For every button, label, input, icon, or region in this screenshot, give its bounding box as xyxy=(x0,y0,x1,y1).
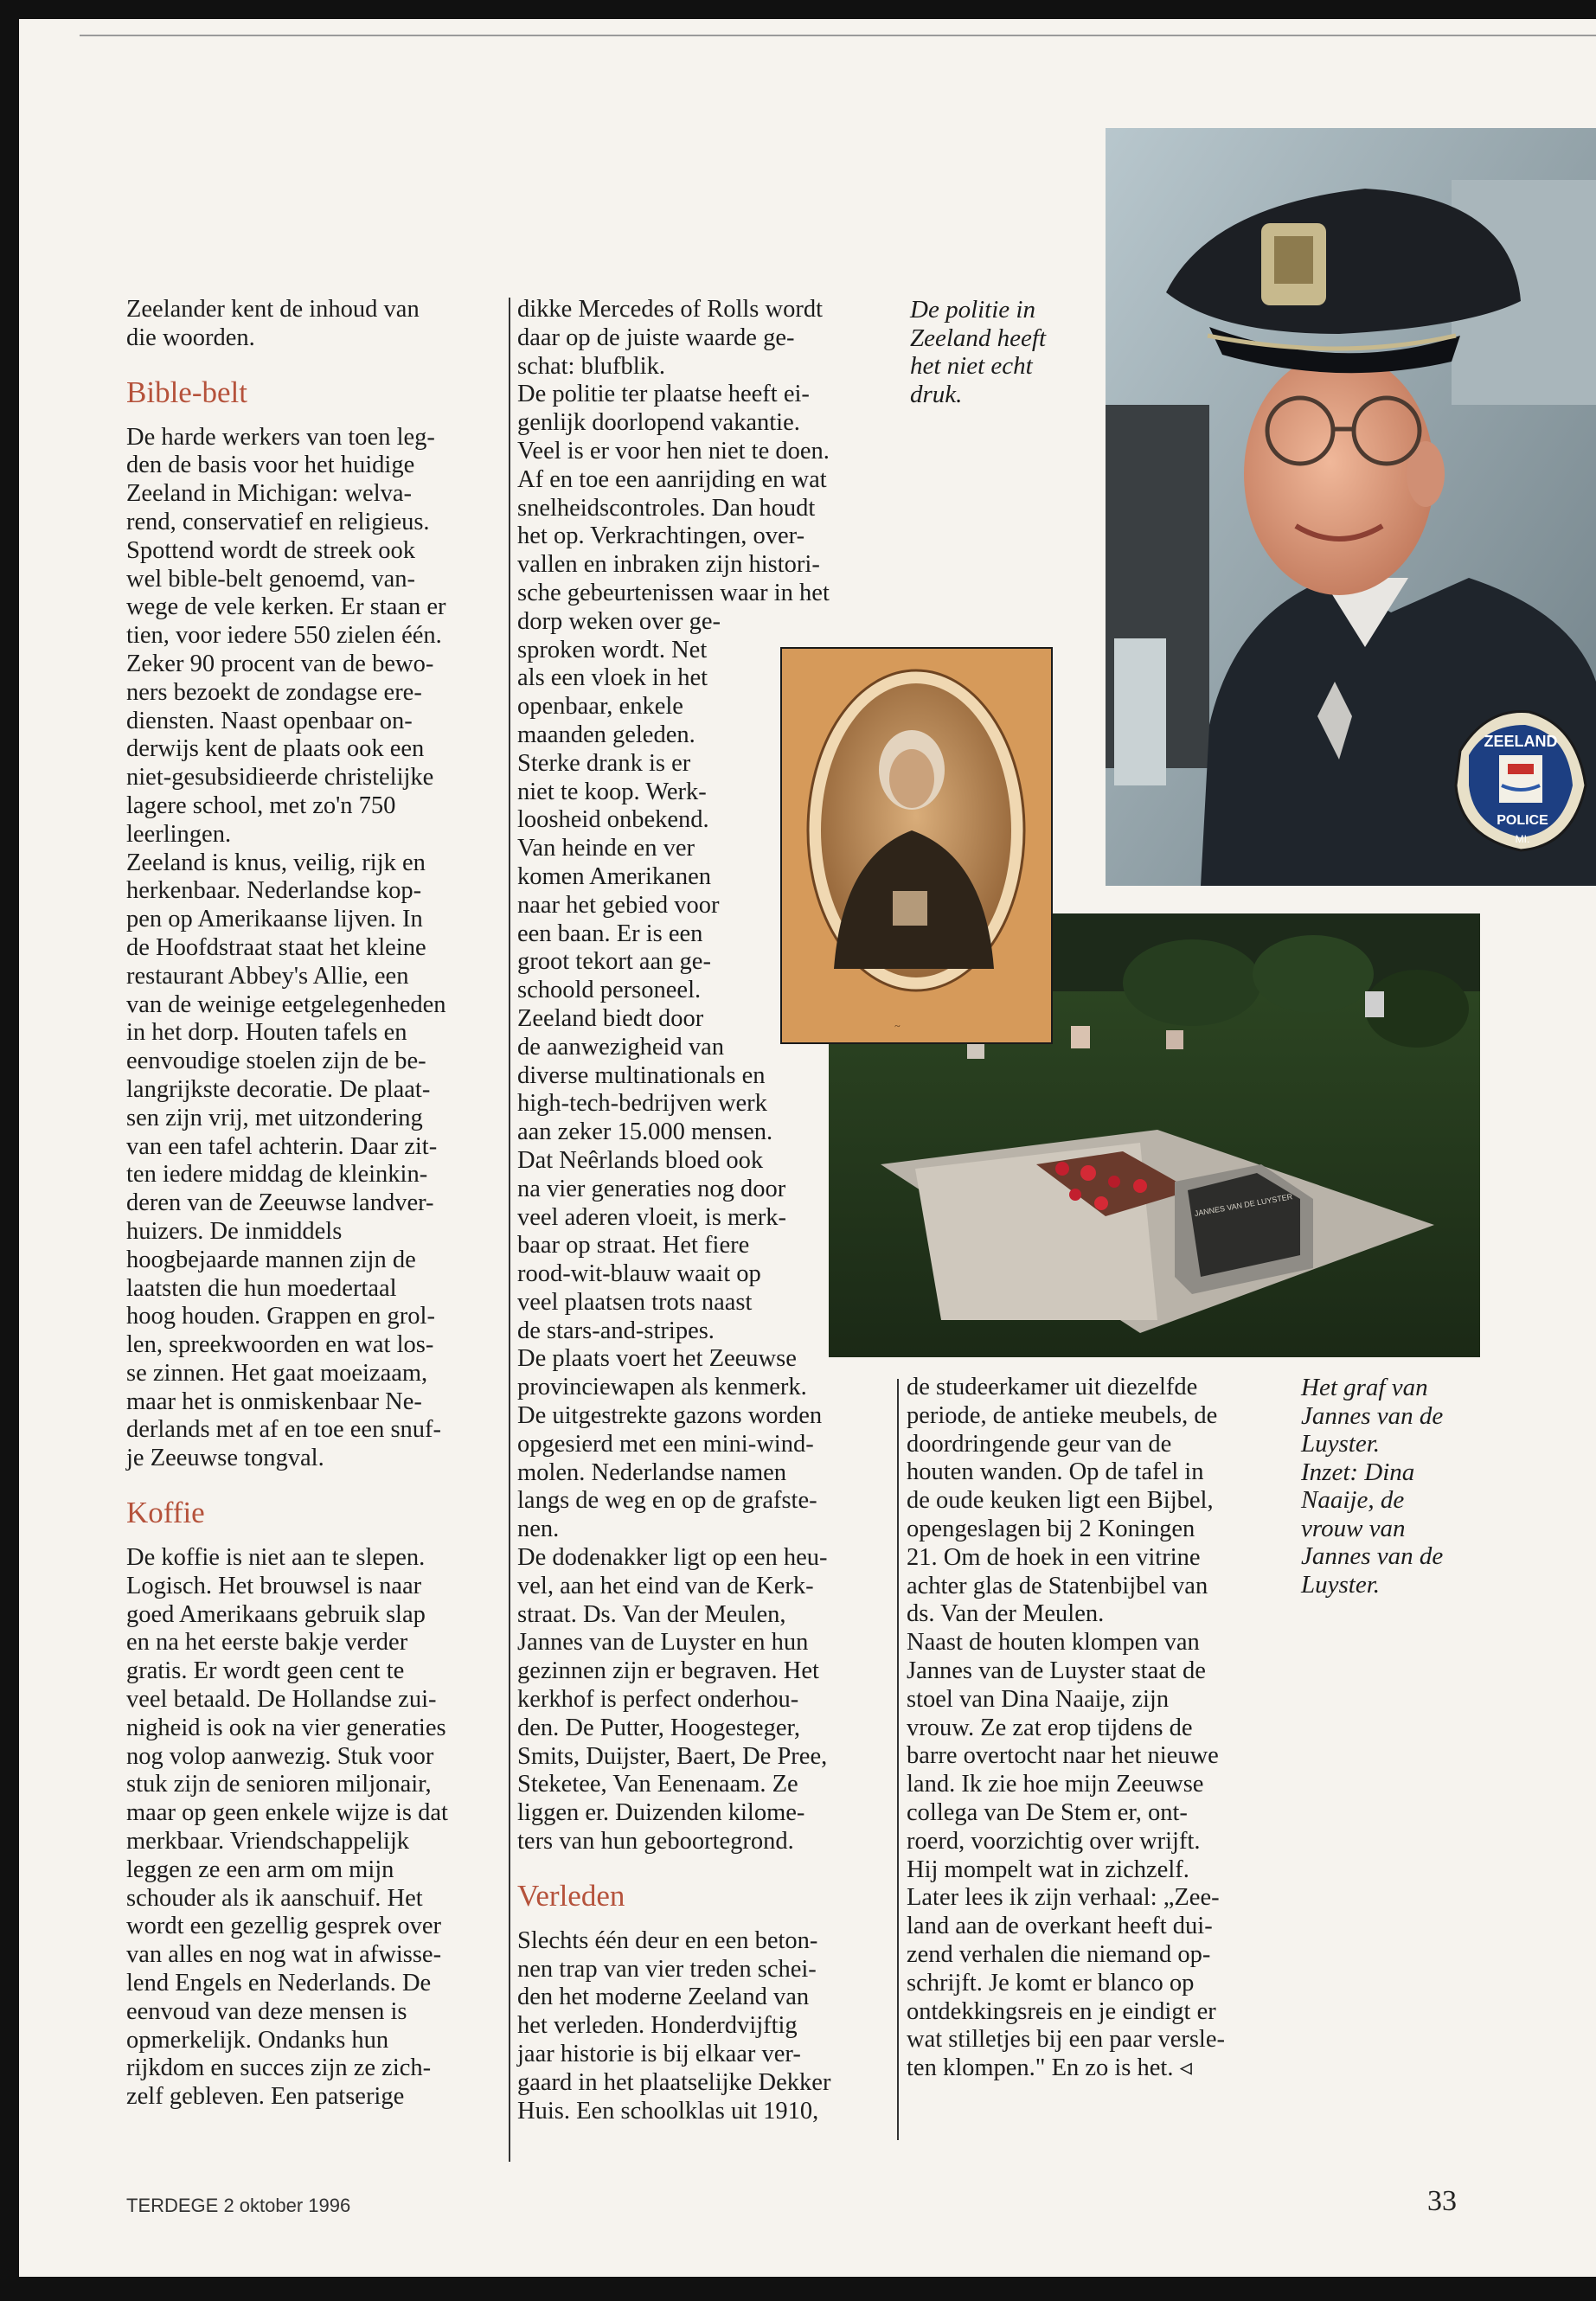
text-line: niet-gesubsidieerde christelijke xyxy=(126,764,434,792)
text-line: land aan de overkant heeft dui- xyxy=(907,1913,1213,1940)
text-line: zelf gebleven. Een patserige xyxy=(126,2083,405,2111)
text-line: straat. Ds. Van der Meulen, xyxy=(517,1600,786,1628)
text-line: Jannes van de Luyster en hun xyxy=(517,1629,809,1657)
text-line: De plaats voert het Zeeuwse xyxy=(517,1345,797,1373)
text-line: diensten. Naast openbaar on- xyxy=(126,707,413,734)
text-line: ners bezoekt de zondagse ere- xyxy=(126,678,422,706)
text-line: ds. Van der Meulen. xyxy=(907,1600,1105,1628)
text-line: het op. Verkrachtingen, over- xyxy=(517,522,805,550)
text-line: langs de weg en op de grafste- xyxy=(517,1487,817,1515)
text-line: Jannes van de Luyster staat de xyxy=(907,1657,1206,1684)
text-line: vrouw. Ze zat erop tijdens de xyxy=(907,1714,1193,1741)
police-officer-illustration xyxy=(1106,128,1596,886)
text-line: Later lees ik zijn verhaal: „Zee- xyxy=(907,1884,1220,1912)
text-line: De politie ter plaatse heeft ei- xyxy=(517,381,810,408)
text-line: veel aderen vloeit, is merk- xyxy=(517,1203,786,1231)
text-line: de aanwezigheid van xyxy=(517,1033,724,1061)
text-line: De dodenakker ligt op een heu- xyxy=(517,1544,828,1572)
text-line: tien, voor iedere 550 zielen één. xyxy=(126,622,442,650)
text-line: merkbaar. Vriendschappelijk xyxy=(126,1828,409,1856)
text-line: schouder als ik aanschuif. Het xyxy=(126,1884,423,1912)
text-line: den. De Putter, Hoogesteger, xyxy=(517,1714,800,1741)
text-line: de stars-and-stripes. xyxy=(517,1317,715,1344)
text-line: Naast de houten klompen van xyxy=(907,1629,1200,1657)
text-line: de studeerkamer uit diezelfde xyxy=(907,1374,1198,1400)
text-line: loosheid onbekend. xyxy=(517,806,709,834)
text-line: ten klompen." En zo is het. ◃ xyxy=(907,2054,1192,2082)
text-line: Hij mompelt wat in zichzelf. xyxy=(907,1856,1189,1883)
text-line: Sterke drank is er xyxy=(517,749,691,777)
text-line: periode, de antieke meubels, de xyxy=(907,1401,1218,1429)
text-line: sproken wordt. Net xyxy=(517,636,708,663)
text-line: roerd, voorzichtig over wrijft. xyxy=(907,1827,1201,1855)
text-line: maar het is onmiskenbaar Ne- xyxy=(126,1388,422,1415)
article-column-1 xyxy=(126,296,498,2112)
text-line: veel betaald. De Hollandse zui- xyxy=(126,1686,437,1714)
text-line: ten iedere middag de kleinkin- xyxy=(126,1161,428,1189)
text-line: openbaar, enkele xyxy=(517,693,683,721)
text-line: diverse multinationals en xyxy=(517,1061,766,1089)
text-line: nen. xyxy=(517,1516,560,1543)
text-line: eenvoud van deze mensen is xyxy=(126,1997,407,2025)
text-line: len, spreekwoorden en wat los- xyxy=(126,1331,434,1359)
photo-police-officer xyxy=(1106,128,1596,886)
text-line: maanden geleden. xyxy=(517,721,695,748)
text-line: leggen ze een arm om mijn xyxy=(126,1856,394,1883)
text-line: Zeeland in Michigan: welva- xyxy=(126,480,413,508)
text-line: Zeelander kent de inhoud van xyxy=(126,296,420,323)
text-line: van alles en nog wat in afwisse- xyxy=(126,1941,442,1969)
text-line: lend Engels en Nederlands. De xyxy=(126,1970,432,1997)
section-heading: Bible-belt xyxy=(126,375,247,409)
text-line: gezinnen zijn er begraven. Het xyxy=(517,1657,819,1685)
caption-line: vrouw van xyxy=(1301,1514,1406,1542)
text-line: die woorden. xyxy=(126,324,255,351)
text-line: Van heinde en ver xyxy=(517,835,695,862)
text-line: van een tafel achterin. Daar zit- xyxy=(126,1132,438,1160)
text-line: collega van De Stem er, ont- xyxy=(907,1798,1188,1826)
text-line: het verleden. Honderdvijftig xyxy=(517,2012,798,2040)
text-line: rend, conservatief en religieus. xyxy=(126,508,430,535)
text-line: schat: blufblik. xyxy=(517,352,665,380)
magazine-page xyxy=(19,19,1596,2277)
text-line: kerkhof is perfect onderhou- xyxy=(517,1686,799,1714)
caption-police xyxy=(910,296,1046,408)
text-line: Spottend wordt de streek ook xyxy=(126,536,416,564)
text-line: opmerkelijk. Ondanks hun xyxy=(126,2026,389,2054)
text-line: rijkdom en succes zijn ze zich- xyxy=(126,2054,432,2082)
caption-line: Jannes van de xyxy=(1301,1401,1444,1430)
text-line: rood-wit-blauw waait op xyxy=(517,1260,761,1288)
text-line: als een vloek in het xyxy=(517,664,708,692)
text-line: achter glas de Statenbijbel van xyxy=(907,1572,1208,1599)
text-line: Zeker 90 procent van de bewo- xyxy=(126,650,434,677)
text-line: laatsten die hun moedertaal xyxy=(126,1274,397,1302)
text-line: na vier generaties nog door xyxy=(517,1175,786,1202)
article-column-3 xyxy=(907,1374,1304,2083)
text-line: sen zijn vrij, met uitzondering xyxy=(126,1104,423,1131)
text-line: leerlingen. xyxy=(126,820,232,848)
text-line: opgesierd met een mini-wind- xyxy=(517,1430,814,1458)
text-line: dikke Mercedes of Rolls wordt xyxy=(517,296,824,323)
text-line: Steketee, Van Eenenaam. Ze xyxy=(517,1771,798,1798)
text-line: wege de vele kerken. Er staan er xyxy=(126,593,446,621)
text-line: genlijk doorlopend vakantie. xyxy=(517,409,800,437)
text-line: herkenbaar. Nederlandse kop- xyxy=(126,877,422,905)
text-line: en na het eerste bakje verder xyxy=(126,1629,408,1657)
top-rule xyxy=(80,35,1596,36)
text-line: pen op Amerikaanse lijven. In xyxy=(126,906,423,933)
text-line: land. Ik zie hoe mijn Zeeuwse xyxy=(907,1771,1204,1798)
text-line: groot tekort aan ge- xyxy=(517,948,711,976)
text-line: De uitgestrekte gazons worden xyxy=(517,1402,823,1430)
photo-inset-dina-naaije xyxy=(780,647,1053,1044)
text-line: sche gebeurtenissen waar in het xyxy=(517,579,830,606)
text-line: vallen en inbraken zijn histori- xyxy=(517,551,820,579)
text-line: ters van hun geboortegrond. xyxy=(517,1828,794,1856)
text-line: stoel van Dina Naaije, zijn xyxy=(907,1685,1170,1713)
text-line: baar op straat. Het fiere xyxy=(517,1232,750,1259)
column-divider-1 xyxy=(509,298,510,2162)
text-line: je Zeeuwse tongval. xyxy=(126,1445,324,1472)
caption-line: Luyster. xyxy=(1301,1430,1381,1458)
text-line: de Hoofdstraat staat het kleine xyxy=(126,933,426,961)
text-line: aan zeker 15.000 mensen. xyxy=(517,1118,773,1146)
headstone-inscription: JANNES VAN DE LUYSTER xyxy=(1194,1192,1293,1218)
text-line: Zeeland is knus, veilig, rijk en xyxy=(126,849,426,876)
badge-top-text: ZEELAND xyxy=(1484,733,1558,750)
text-line: Huis. Een schoolklas uit 1910, xyxy=(517,2097,819,2125)
caption-line: De politie in xyxy=(910,296,1035,324)
caption-grave xyxy=(1301,1374,1443,1599)
footer-publication: TERDEGE 2 oktober 1996 xyxy=(126,2195,351,2216)
text-line: nen trap van vier treden schei- xyxy=(517,1955,817,1983)
text-line: Af en toe een aanrijding en wat xyxy=(517,465,827,493)
caption-line: Naaije, de xyxy=(1301,1486,1405,1514)
caption-line: het niet echt xyxy=(910,352,1033,380)
text-line: nigheid is ook na vier generaties xyxy=(126,1714,446,1741)
page-number: 33 xyxy=(1427,2185,1457,2217)
text-line: huizers. De inmiddels xyxy=(126,1217,343,1245)
text-line: komen Amerikanen xyxy=(517,862,711,890)
text-line: wat stilletjes bij een paar versle- xyxy=(907,2026,1225,2054)
text-line: vel, aan het eind van de Kerk- xyxy=(517,1572,814,1599)
text-line: in het dorp. Houten tafels en xyxy=(126,1019,407,1047)
text-line: Logisch. Het brouwsel is naar xyxy=(126,1572,422,1599)
text-line: doordringende geur van de xyxy=(907,1430,1172,1458)
text-line: Dat Neêrlands bloed ook xyxy=(517,1146,764,1174)
caption-line: Inzet: Dina xyxy=(1301,1458,1415,1486)
text-line: nog volop aanwezig. Stuk voor xyxy=(126,1742,434,1770)
text-line: Zeeland biedt door xyxy=(517,1004,704,1032)
text-line: gaard in het plaatselijke Dekker xyxy=(517,2068,831,2096)
text-line: een baan. Er is een xyxy=(517,920,703,947)
text-line: stuk zijn de senioren miljonair, xyxy=(126,1771,432,1798)
text-line: niet te koop. Werk- xyxy=(517,778,707,805)
text-line: veel plaatsen trots naast xyxy=(517,1288,753,1316)
text-line: lagere school, met zo'n 750 xyxy=(126,792,396,819)
text-line: high-tech-bedrijven werk xyxy=(517,1090,767,1118)
text-line: schoold personeel. xyxy=(517,977,702,1004)
text-line: opengeslagen bij 2 Koningen xyxy=(907,1515,1195,1542)
text-line: van de weinige eetgelegenheden xyxy=(126,990,446,1018)
caption-line: Zeeland heeft xyxy=(910,324,1047,352)
text-line: Smits, Duijster, Baert, De Pree, xyxy=(517,1742,828,1770)
caption-line: druk. xyxy=(910,380,963,408)
section-heading: Verleden xyxy=(517,1878,625,1913)
text-line: schrijft. Je komt er blanco op xyxy=(907,1969,1195,1997)
text-line: dorp weken over ge- xyxy=(517,607,721,635)
text-line: den de basis voor het huidige xyxy=(126,452,415,479)
svg-text:~: ~ xyxy=(894,1020,901,1032)
text-line: Veel is er voor hen niet te doen. xyxy=(517,437,830,465)
text-line: ontdekkingsreis en je eindigt er xyxy=(907,1997,1216,2025)
text-line: De koffie is niet aan te slepen. xyxy=(126,1544,426,1572)
text-line: restaurant Abbey's Allie, een xyxy=(126,962,409,990)
caption-line: Het graf van xyxy=(1301,1374,1428,1401)
text-line: houten wanden. Op de tafel in xyxy=(907,1458,1204,1486)
text-line: derwijs kent de plaats ook een xyxy=(126,735,425,763)
text-line: zend verhalen die niemand op- xyxy=(907,1940,1211,1968)
text-line: daar op de juiste waarde ge- xyxy=(517,324,795,351)
column-divider-2 xyxy=(897,1379,899,2140)
text-line: wel bible-belt genoemd, van- xyxy=(126,565,415,593)
text-line: langrijkste decoratie. De plaat- xyxy=(126,1075,431,1103)
caption-line: Luyster. xyxy=(1301,1570,1381,1599)
text-line: maar op geen enkele wijze is dat xyxy=(126,1799,448,1827)
text-line: derlands met af en toe een snuf- xyxy=(126,1416,442,1444)
text-line: wordt een gezellig gesprek over xyxy=(126,1913,442,1940)
portrait-illustration xyxy=(782,649,1051,1042)
text-line: 21. Om de hoek in een vitrine xyxy=(907,1543,1201,1571)
text-line: goed Amerikaans gebruik slap xyxy=(126,1600,426,1628)
caption-line: Jannes van de xyxy=(1301,1542,1444,1570)
text-line: Slechts één deur en een beton- xyxy=(517,1926,818,1954)
badge-bottom-text: POLICE xyxy=(1497,813,1548,828)
text-line: liggen er. Duizenden kilome- xyxy=(517,1799,805,1827)
text-line: deren van de Zeeuwse landver- xyxy=(126,1189,434,1217)
text-line: se zinnen. Het gaat moeizaam, xyxy=(126,1359,428,1387)
text-line: naar het gebied voor xyxy=(517,891,720,919)
text-line: molen. Nederlandse namen xyxy=(517,1458,787,1486)
text-line: hoog houden. Grappen en grol- xyxy=(126,1303,435,1330)
badge-state-text: MI. xyxy=(1515,833,1530,845)
text-line: den het moderne Zeeland van xyxy=(517,1984,810,2011)
text-line: jaar historie is bij elkaar ver- xyxy=(517,2041,801,2068)
section-heading: Koffie xyxy=(126,1496,205,1530)
text-line: gratis. Er wordt geen cent te xyxy=(126,1657,405,1685)
text-line: snelheidscontroles. Dan houdt xyxy=(517,494,816,522)
text-line: De harde werkers van toen leg- xyxy=(126,423,435,451)
text-line: provinciewapen als kenmerk. xyxy=(517,1374,807,1401)
text-line: hoogbejaarde mannen zijn de xyxy=(126,1246,416,1273)
text-line: eenvoudige stoelen zijn de be- xyxy=(126,1048,426,1075)
text-line: de oude keuken ligt een Bijbel, xyxy=(907,1487,1214,1515)
text-line: barre overtocht naar het nieuwe xyxy=(907,1742,1219,1770)
